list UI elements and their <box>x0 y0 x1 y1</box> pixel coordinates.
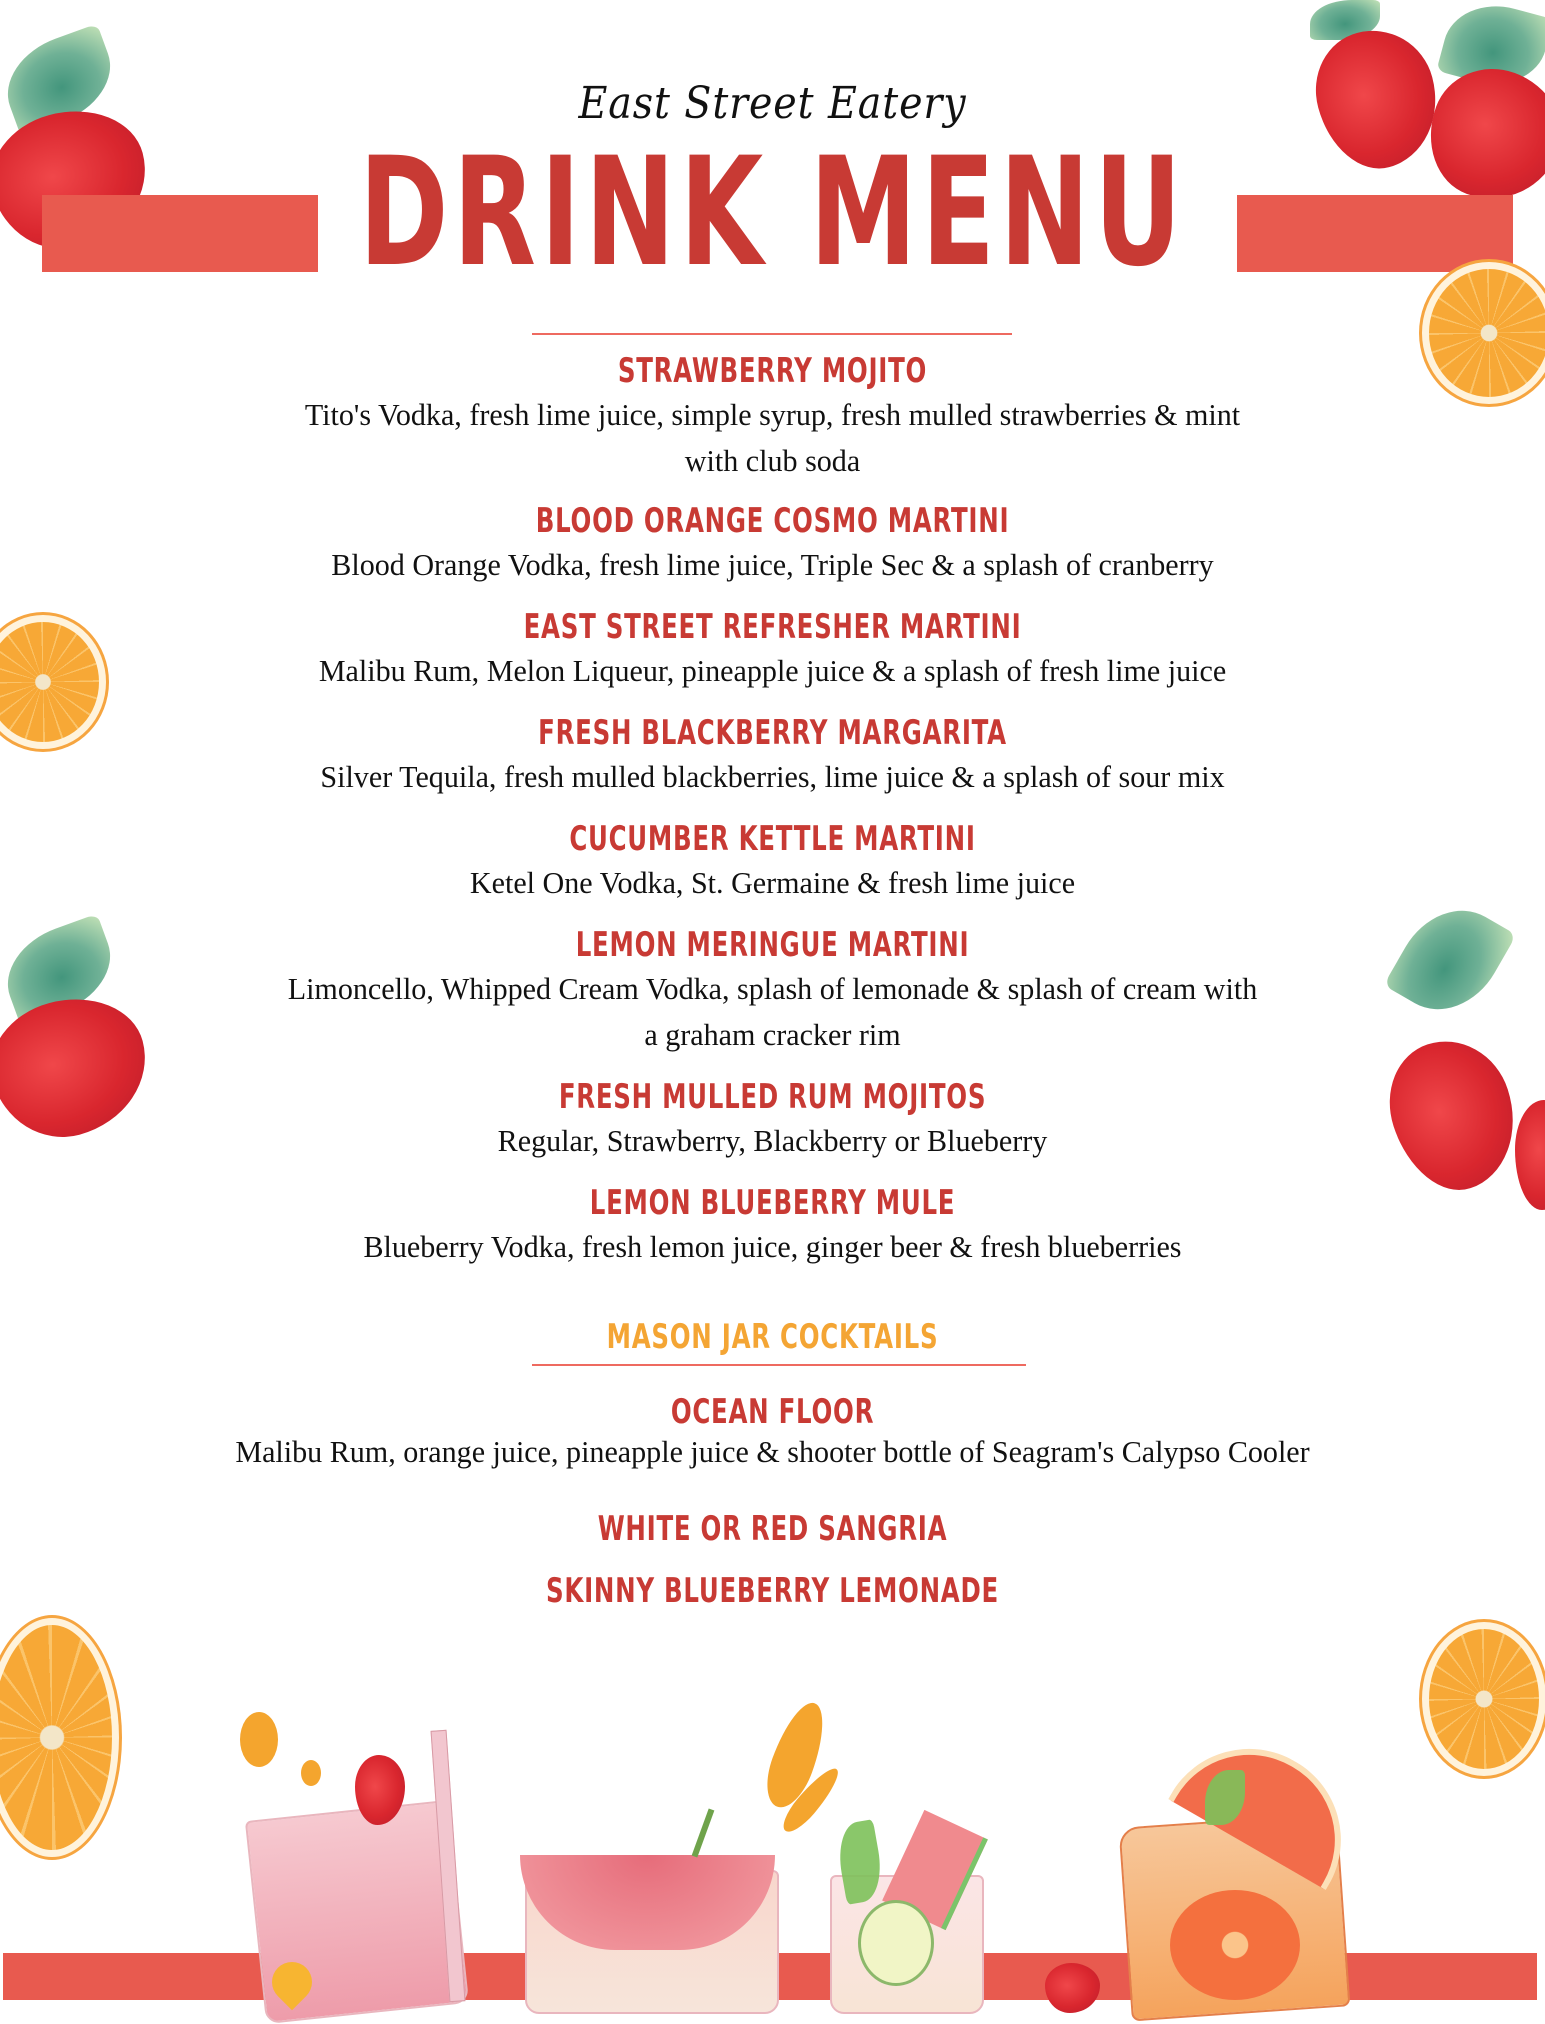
mason-jar-list <box>0 1392 1545 1636</box>
menu-item-name: LEMON MERINGUE MARTINI <box>575 925 970 965</box>
menu-item <box>0 352 1545 504</box>
menu-item-description: Silver Tequila, fresh mulled blackberries, lime juice & a splash of sour mix <box>320 759 1225 794</box>
title-divider <box>532 333 1012 335</box>
menu-item-description: Regular, Strawberry, Blackberry or Blueberry <box>497 1123 1048 1158</box>
menu-item-name: FRESH MULLED RUM MOJITOS <box>558 1077 987 1117</box>
menu-item <box>0 607 1545 716</box>
menu-item-name: CUCUMBER KETTLE MARTINI <box>569 819 976 859</box>
rosemary-icon <box>692 1808 715 1857</box>
menu-item-description: Tito's Vodka, fresh lime juice, simple syrup, fresh mulled strawberries & mint <box>304 397 1241 432</box>
splash-dot-icon <box>240 1712 278 1767</box>
menu-item-name: WHITE OR RED SANGRIA <box>597 1509 948 1549</box>
drink-menu-list <box>0 352 1545 1292</box>
orange-slice-icon <box>0 1618 119 1857</box>
menu-item-name: BLOOD ORANGE COSMO MARTINI <box>535 501 1010 541</box>
page-title: DRINK MENU <box>358 126 1187 300</box>
section-title: MASON JAR COCKTAILS <box>606 1317 939 1357</box>
menu-item-description: Blood Orange Vodka, fresh lime juice, Triple Sec & a splash of cranberry <box>331 547 1214 582</box>
menu-item <box>0 1392 1545 1512</box>
cucumber-slice-icon <box>858 1900 934 1986</box>
menu-item-name: EAST STREET REFRESHER MARTINI <box>523 607 1022 647</box>
menu-item <box>0 1509 1545 1574</box>
menu-item <box>0 819 1545 928</box>
mason-jar-section <box>0 1317 1545 1357</box>
menu-item-description: Ketel One Vodka, St. Germaine & fresh lime juice <box>469 865 1076 900</box>
orange-slice-icon <box>1422 1622 1545 1776</box>
menu-item-description: a graham cracker rim <box>644 1017 901 1052</box>
menu-item <box>0 925 1545 1080</box>
menu-item-name: FRESH BLACKBERRY MARGARITA <box>538 713 1007 753</box>
menu-item-name: OCEAN FLOOR <box>670 1392 875 1432</box>
orange-wheel-icon <box>1170 1890 1300 2000</box>
menu-item <box>0 713 1545 822</box>
menu-item-name: LEMON BLUEBERRY MULE <box>589 1183 956 1223</box>
menu-item-name: STRAWBERRY MOJITO <box>617 351 928 391</box>
menu-item-description: Blueberry Vodka, fresh lemon juice, ginger beer & fresh blueberries <box>363 1229 1182 1264</box>
splash-dot-icon <box>301 1760 321 1786</box>
menu-item <box>0 1077 1545 1186</box>
menu-item-description: Limoncello, Whipped Cream Vodka, splash of lemonade & splash of cream with <box>287 971 1258 1006</box>
menu-item-description: Malibu Rum, orange juice, pineapple juice & shooter bottle of Seagram's Calypso Cooler <box>235 1434 1310 1469</box>
menu-item-name: SKINNY BLUEBERRY LEMONADE <box>546 1571 999 1611</box>
menu-item-description: Malibu Rum, Melon Liqueur, pineapple juice & a splash of fresh lime juice <box>318 653 1227 688</box>
section-divider <box>532 1364 1026 1366</box>
menu-item <box>0 501 1545 610</box>
strawberry-icon <box>1045 1963 1100 2013</box>
menu-item <box>0 1183 1545 1292</box>
menu-item-description: with club soda <box>684 443 861 478</box>
restaurant-name: East Street Eatery <box>578 78 967 129</box>
menu-item <box>0 1571 1545 1636</box>
